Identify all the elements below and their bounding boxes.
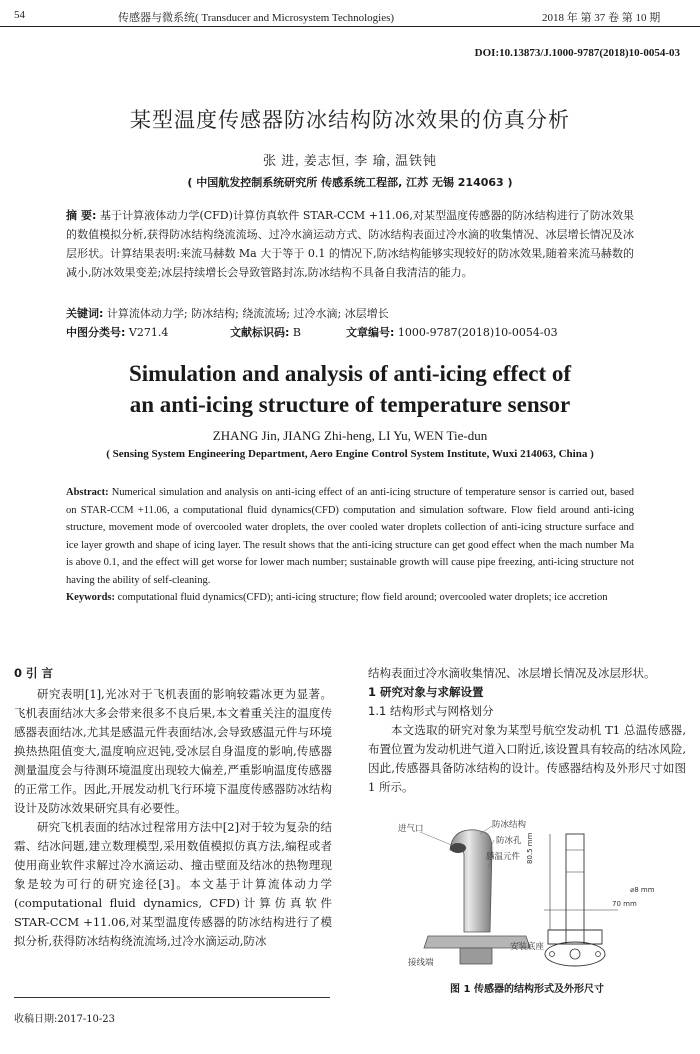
cn-abstract: [66, 206, 634, 282]
cn-keywords-label: 关键词:: [66, 307, 104, 320]
cn-title: 某型温度传感器防冰结构防冰效果的仿真分析: [130, 108, 570, 132]
right-column: [368, 664, 686, 797]
section-1-1-heading: 1.1 结构形式与网格划分: [368, 704, 494, 718]
issue-info: 2018 年 第 37 卷 第 10 期: [542, 12, 661, 24]
figure-1-caption: 图 1 传感器的结构形式及外形尺寸: [450, 984, 604, 995]
inlet-opening: [450, 843, 466, 853]
figure-1: [380, 820, 680, 970]
header-rule: [0, 26, 700, 27]
article-no-value: 1000-9787(2018)10-0054-03: [397, 326, 558, 339]
section-0-para-1: 研究表明[1],光冰对于飞机表面的影响较霜冰更为显著。飞机表面结冰大多会带来很多不良后果,本文着重关注的温度传感器表面结冰,尤其是感温元件表面结冰,会导致感温元件与环境换热热阻值变大,温度响应迟钝,受冰层自身温度的影响,传感器测量温度会与待测环境温度出现较大偏差,严重影响温度传感器的正常工作。因此,开展发动机飞行环境下温度传感器防冰结构设计及防冰效果研究具有必要性。: [14, 687, 332, 815]
en-abstract-label: Abstract:: [66, 487, 109, 498]
doc-code-label: 文献标识码:: [230, 326, 290, 339]
label-terminal: 接线端: [408, 958, 434, 968]
en-title-line2: an anti-icing structure of temperature sensor: [129, 392, 571, 417]
clc-label: 中图分类号:: [66, 326, 126, 339]
section-0-heading: 0 引 言: [14, 666, 54, 680]
journal-name: 传感器与微系统( Transducer and Microsystem Technologies): [118, 12, 395, 24]
mount-base-top-view: [545, 942, 605, 966]
section-1-heading: 1 研究对象与求解设置: [368, 685, 484, 699]
section-0-para-2: 研究飞机表面的结冰过程常用方法中[2]对于较为复杂的结霜、结冰问题,建立数理模型,采用数值模拟仿真方法,编程或者使用商业软件求解过冷水滴运动、撞击壁面及结冰的热物理现象是较为可行的研究途径[3]。本文基于计算流体动力学(computational fluid dynamics, CFD)计算仿真软件 STAR-CCM +11.06,对某型温度传感器的防冰结构进行了模拟分析,获得防冰结构绕流流场,过冷水滴运动,防冰: [14, 820, 332, 948]
en-abstract: [66, 484, 634, 607]
en-title-line1: Simulation and analysis of anti-icing effect of: [128, 361, 572, 386]
en-keywords-text: computational fluid dynamics(CFD); anti-icing structure; flow field around; overcooled water droplets; ice accretion: [117, 592, 608, 603]
en-abstract-text: Numerical simulation and analysis on anti-icing effect of an anti-icing structure of temperature sensor is carried out, based on STAR-CCM +11.06, a computational fluid dynamics(CFD) computation and simulation software. Flow field around anti-icing structure, movement mode of overcooled water droplets, the over cooled water droplets collection of anti-icing structure surface and ice layer growth and shape of icing layer. The result shows that the anti-icing structure can get good effect when the mach number Ma is above 0.1, and the effect will get worse for lower mach number; sustainable growth will cause pipe freezing, anti-icing structure not having the ability of self-cleaning.: [66, 487, 634, 586]
cn-abstract-text: 基于计算液体动力学(CFD)计算仿真软件 STAR-CCM +11.06,对某型温度传感器的防冰结构进行了防冰效果的数值模拟分析,获得防冰结构绕流流场、过冷水滴运动方式、防冰结构表面过冷水滴的收集情况、冰层增长情况及冰层形状。计算结果表明:来流马赫数 Ma 大于等于 0.1 的情况下,防冰结构能够实现较好的防冰效果,随着来流马赫数的减小,防冰效果变差;冰层持续增长会导致管路封冻,防冰结构不具备自我清洁的能力。: [66, 209, 635, 279]
page-number: 54: [14, 9, 25, 21]
footnote-rule: [14, 997, 330, 998]
left-column: [14, 664, 332, 951]
terminal-connector: [460, 948, 492, 964]
cn-keywords: [66, 304, 634, 323]
label-width-dim: 70 mm: [612, 900, 637, 908]
label-height-dim: 80.5 mm: [526, 832, 534, 864]
en-affiliation: ( Sensing System Engineering Department, Aero Engine Control System Institute, Wuxi 214063, China ): [106, 448, 594, 460]
doc-code-value: B: [292, 326, 301, 339]
cn-abstract-label: 摘 要:: [66, 209, 97, 222]
cn-article-no: [346, 323, 558, 342]
label-anti-icing: 防冰结构: [492, 820, 527, 830]
article-no-label: 文章编号:: [346, 326, 395, 339]
cn-authors: 张 进, 姜志恒, 李 瑜, 温铁钝: [262, 153, 437, 168]
label-inlet: 进气口: [398, 824, 424, 834]
cn-doc-code: [230, 323, 301, 342]
cn-affiliation: ( 中国航发控制系统研究所 传感系统工程部, 江苏 无锡 214063 ): [187, 176, 513, 189]
en-authors: ZHANG Jin, JIANG Zhi-heng, LI Yu, WEN Tie-dun: [212, 428, 488, 443]
cn-classification: [66, 323, 168, 342]
clc-value: V271.4: [128, 326, 169, 339]
label-sensing-element: 感温元件: [486, 852, 521, 862]
doi: DOI:10.13873/J.1000-9787(2018)10-0054-03: [474, 47, 680, 59]
right-continuation: 结构表面过冷水滴收集情况、冰层增长情况及冰层形状。: [368, 666, 656, 680]
section-1-1-para: 本文选取的研究对象为某型号航空发动机 T1 总温传感器,布置位置为发动机进气道入口附近,该设置具有较高的结冰风险,因此,传感器具备防冰结构的设计。传感器结构及外形尺寸如图 1 所示。: [368, 723, 686, 794]
received-date: 收稿日期:2017-10-23: [14, 1014, 116, 1025]
probe-outline-2d: [566, 834, 584, 944]
label-diameter-dim: ⌀8 mm: [630, 886, 655, 894]
label-anti-icing-hole: 防冰孔: [496, 836, 522, 846]
en-title: [0, 358, 700, 420]
en-keywords-label: Keywords:: [66, 592, 115, 603]
cn-keywords-text: 计算流体动力学; 防冰结构; 绕流流场; 过冷水滴; 冰层增长: [106, 307, 389, 320]
label-mount-base: 安装底座: [510, 942, 545, 952]
